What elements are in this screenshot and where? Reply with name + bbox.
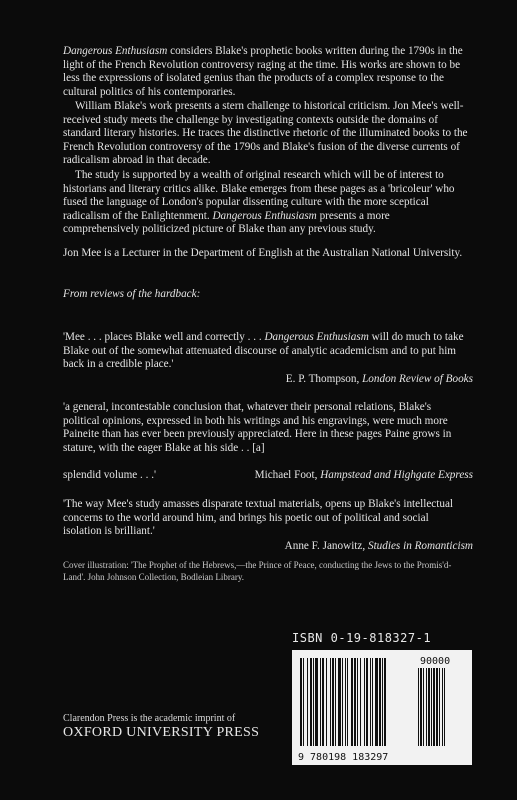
author-bio: [63, 247, 468, 261]
barcode-bar: [375, 658, 378, 746]
barcode-addon-bar: [433, 668, 435, 746]
barcode-bar: [338, 658, 341, 746]
review-quote-3: 'The way Mee's study amasses disparate textual materials, opens up Blake's intellectual concerns to the world around him, and brings his poetic out of political and social isolation is brilliant.': [63, 498, 454, 538]
barcode-bar: [303, 658, 304, 746]
barcode-bar: [384, 658, 386, 746]
barcode-bar: [313, 658, 314, 746]
barcode-addon-bar: [442, 668, 443, 746]
barcode-bar: [300, 658, 302, 746]
barcode-bar: [366, 658, 368, 746]
reviews-heading: From reviews of the hardback:: [63, 288, 201, 300]
blurb-text: The study is supported by a wealth of original research which will be of interest to historians and literary critics alike. Blake emerges from these pages as a 'bricoleur' who fused the language of London's popular dissenting culture with the more sceptical radicalism of the Enlightenment.: [63, 169, 455, 222]
barcode-addon-bar: [436, 668, 438, 746]
barcode-bar: [342, 658, 343, 746]
barcode-price-code: 90000: [420, 656, 451, 667]
barcode-bar: [370, 658, 371, 746]
barcode-addon-bar: [428, 668, 430, 746]
barcode-bar: [354, 658, 356, 746]
barcode-bar: [326, 658, 327, 746]
barcode-bar: [310, 658, 312, 746]
review-quote-1: 'Mee . . . places Blake well and correctly . . . Dangerous Enthusiasm will do much to take Blake out of the somewhat attenuated discourse of analytic academicism and to put him back in a credible place.': [63, 331, 464, 371]
barcode-bar: [330, 658, 331, 746]
barcode-addon-bar: [426, 668, 427, 746]
book-title: Dangerous Enthusiasm: [264, 331, 369, 343]
blurb-text: presents a more comprehensively politicized picture of Blake than any previous study.: [63, 209, 390, 236]
barcode-bar: [379, 658, 381, 746]
isbn-label: ISBN 0-19-818327-1: [292, 631, 432, 645]
barcode-bar: [335, 658, 336, 746]
publisher-name: OXFORD UNIVERSITY PRESS: [63, 725, 260, 740]
review-attribution-1: E. P. Thompson, London Review of Books: [285, 373, 473, 385]
cover-illustration-credit: Cover illustration: 'The Prophet of the Hebrews,—the Prince of Peace, conducting the Jews to the Promis'd-Land'. John Johnson Collection, Bodleian Library.: [63, 560, 452, 582]
review-attribution-2-row: [63, 469, 473, 483]
review-attribution-3: Anne F. Janowitz, Studies in Romanticism: [284, 540, 473, 552]
barcode-bar: [315, 658, 318, 746]
barcode-bar: [347, 658, 348, 746]
barcode-bar: [320, 658, 321, 746]
barcode-addon-bar: [444, 668, 445, 746]
barcode: [292, 650, 472, 765]
barcode-bar: [345, 658, 346, 746]
author-name: Jon Mee: [63, 247, 102, 259]
barcode-bar: [322, 658, 324, 746]
review-quote-2: 'a general, incontestable conclusion that, whatever their personal relations, Blake's political opinions, expressed in both his writings and his engravings, were much more Paineite than has ever been previously appreciated. Here in these pages Paine grows in stature, with the eager Blake at his side . . [a]: [63, 401, 452, 454]
barcode-bar: [364, 658, 365, 746]
barcode-ean-digits: 9 780198 183297: [298, 752, 389, 763]
book-title: Dangerous Enthusiasm: [212, 209, 317, 222]
author-text: is a Lecturer in the Department of English at the Australian National University.: [101, 247, 463, 259]
barcode-bar: [351, 658, 353, 746]
blurb-paragraph-3: [63, 169, 468, 237]
barcode-addon-bar: [423, 668, 424, 746]
blurb-text: considers Blake's prophetic books written during the 1790s in the light of the French Revolution controversy raging at the time. His works are shown to be less the expressions of isolated genius than the products of a complex response to the cultural politics of his contemporaries.: [63, 45, 463, 98]
barcode-bar: [307, 658, 308, 746]
barcode-addon-bar: [439, 668, 440, 746]
barcode-bar: [332, 658, 334, 746]
blurb-paragraph-1: [63, 45, 468, 99]
book-title: Dangerous Enthusiasm: [63, 45, 168, 57]
review-attribution-2: Michael Foot, Hampstead and Highgate Express: [254, 469, 473, 481]
barcode-bar: [382, 658, 383, 746]
barcode-bar: [357, 658, 358, 746]
barcode-addon-bar: [418, 668, 419, 746]
barcode-addon-bar: [420, 668, 422, 746]
barcode-bar: [360, 658, 361, 746]
blurb-paragraph-2: William Blake's work presents a stern challenge to historical criticism. Jon Mee's well-received study meets the challenge by investigating contexts outside the domains of standard literary histories. He traces the distinctive rhetoric of the illuminated books to the French Revolution controversy of the 1790s and Blake's fusion of the diverse currents of radicalism abroad in that decade.: [63, 100, 468, 167]
review-quote-2-end: splendid volume . . .': [63, 469, 157, 481]
barcode-bar: [372, 658, 373, 746]
barcode-addon-bar: [431, 668, 432, 746]
press-note: Clarendon Press is the academic imprint of: [63, 713, 236, 724]
